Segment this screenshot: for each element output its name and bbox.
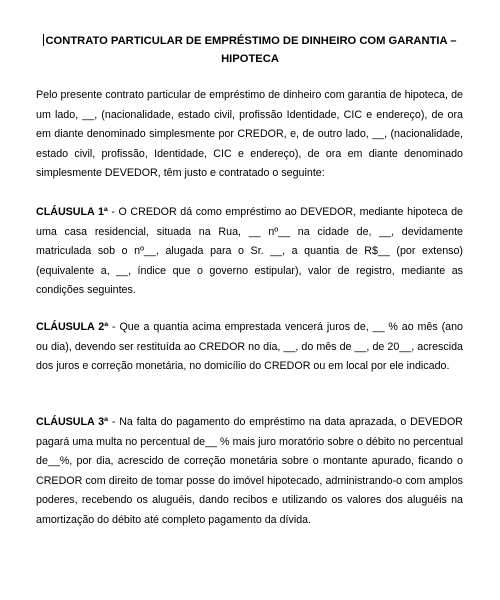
clause-1-heading: CLÁUSULA 1ª [36, 206, 108, 218]
clause-3-text: - Na falta do pagamento do empréstimo na data aprazada, o DEVEDOR pagará uma multa no percentual de__ % mais juro moratório sobre o débito no percentual de__%, por dia, acrescido de correção monetária sobre o montante apurado, ficando o CREDOR com direito de tomar posse do imóvel hipotecado, administrando-o com amplos poderes, recebendo os aluguéis, dando recibos e utilizando os valores dos aluguéis na amortização do débito até completo pagamento da dívida. [36, 416, 463, 526]
clause-3-paragraph [36, 413, 463, 530]
document-title [36, 32, 464, 68]
clause-1-paragraph [36, 203, 463, 301]
clause-3-heading: CLÁUSULA 3ª [36, 416, 109, 428]
clause-2-paragraph [36, 318, 463, 377]
document-title-text: CONTRATO PARTICULAR DE EMPRÉSTIMO DE DINHEIRO COM GARANTIA – HIPOTECA [45, 35, 457, 65]
clause-2-heading: CLÁUSULA 2ª [36, 321, 109, 333]
intro-paragraph: Pelo presente contrato particular de empréstimo de dinheiro com garantia de hipoteca, de um lado, __, (nacionalidade, estado civil, profissão Identidade, CIC e endereço), de ora em diante denominado simplesmente por CREDOR, e, de outro lado, __, (nacionalidade, estado civil, profissão, Identidade, CIC e endereço), de ora em diante denominado simplesmente DEVEDOR, têm justo e contratado o seguinte: [36, 89, 463, 179]
clause-2-text: - Que a quantia acima emprestada vencerá juros de, __ % ao mês (ano ou dia), devendo ser restituída ao CREDOR no dia, __, do mês de __, de 20__, acrescida dos juros e correção monetária, no domicílio do CREDOR ou em local por ele indicado. [36, 321, 463, 372]
clause-1-text: - O CREDOR dá como empréstimo ao DEVEDOR, mediante hipoteca de uma casa residencial, situada na Rua, __ nº__ na cidade de, __, devidamente matriculada sob o nº__, alugada para o Sr. __, a quantia de R$__ (por extenso) (equivalente a, __, índice que o governo estipular), valor de registro, mediante as condições seguintes. [36, 206, 464, 296]
